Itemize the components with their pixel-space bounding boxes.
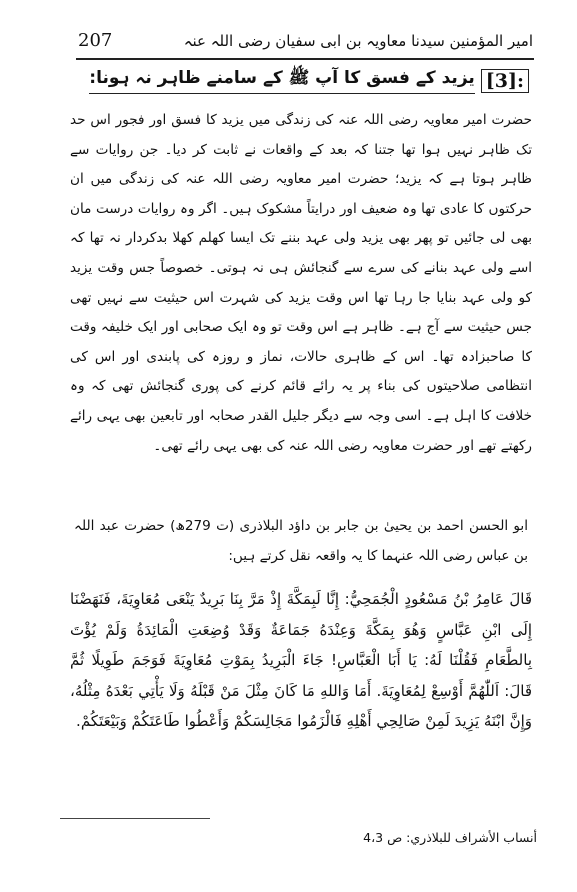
- footnote: أنساب الأشراف للبلاذري: ص 4،3: [363, 830, 537, 845]
- running-title: امیر المؤمنین سیدنا معاویہ بن ابی سفیان رضی اللہ عنہ: [183, 32, 533, 50]
- footnote-divider: [60, 818, 210, 819]
- header-divider: [76, 58, 534, 60]
- section-number: [3]:: [481, 69, 529, 93]
- arabic-quote: قَالَ عَامِرُ بْنُ مَسْعُودٍ الْجُمَحِيُّ: إِنَّا لَبِمَكَّةَ إِذْ مَرَّ بِنَا بَرِيدٌ يَنْعَى مُعَاوِيَةَ، فَنَهَضْنَا إِلَى ابْنِ عَبَّاسٍ وَهُوَ بِمَكَّةَ وَعِنْدَهُ جَمَاعَةٌ وَقَدْ وُضِعَتِ الْمَائِدَةُ وَلَمْ يُؤْتَ بِالطَّعَامِ فَقُلْنَا لَهُ: يَا أَبَا الْعَبَّاسِ! جَاءَ الْبَرِيدُ بِمَوْتِ مُعَاوِيَةَ فَوَجَمَ طَوِيلًا ثُمَّ قَالَ: اَللّٰهُمَّ أَوْسِعْ لِمُعَاوِيَةَ. أَمَا وَاللهِ مَا كَانَ مِثْلَ مَنْ قَبْلَهُ وَلَا يَأْتِي بَعْدَهُ مِثْلُهُ، وَإِنَّ ابْنَهُ يَزِيدَ لَمِنْ صَالِحِي أَهْلِهِ فَالْزَمُوا مَجَالِسَكُمْ وَأَعْطُوا طَاعَتَكُمْ وَبَيْعَتَكُمْ.: [70, 590, 532, 730]
- paragraph-narration: ابو الحسن احمد بن یحییٰ بن جابر بن داؤد البلاذری (ت 279ھ) حضرت عبد اللہ بن عباس رضی اللہ عنہما کا یہ واقعہ نقل کرتے ہیں:: [74, 518, 528, 564]
- paragraph-main: حضرت امیر معاویہ رضی اللہ عنہ کی زندگی میں یزید کا فسق اور فجور اس حد تک ظاہر نہیں ہوا تھا جتنا کہ بعد کے واقعات نے ثابت کر دیا۔ جن روایات سے ظاہر ہوتا ہے کہ یزید؛ حضرت امیر معاویہ رضی اللہ عنہ کی زندگی میں ان حرکتوں کا عادی تھا وہ ضعیف اور درایتاً مشکوک ہیں۔ اگر وہ روایات درست مان بھی لی جائیں تو پھر بھی یزید ولی عہد بننے تک ایسا کھلم کھلا بدکردار نہ تھا کہ اسے ولی عہد بنانے کی سرے سے گنجائش ہی نہ ہوتی۔ خصوصاً جس وقت یزید کو ولی عہد بنایا جا رہا تھا اس وقت یزید کی شہرت اس حیثیت سے نہیں تھی جس حیثیت سے آج ہے۔ ظاہر ہے اس وقت تو وہ ایک صحابی اور ایک خلیفہ وقت کا صاحبزادہ تھا۔ اس کے ظاہری حالات، نماز و روزہ کی پابندی اور اس کی انتظامی صلاحیتوں کی بناء پر یہ رائے قائم کرنے کی پوری گنجائش تھی کہ وہ خلافت کا اہل ہے۔ اسی وجہ سے دیگر جلیل القدر صحابہ اور تابعین بھی یہی رائے رکھتے تھے اور حضرت معاویہ رضی اللہ عنہ کی بھی یہی رائے تھی۔: [70, 112, 532, 454]
- narration-intro: [74, 512, 528, 571]
- section-title: یزید کے فسق کا آپ ﷺ کے سامنے ظاہر نہ ہونا:: [89, 67, 475, 94]
- page-header: [78, 30, 533, 56]
- main-paragraph: [70, 106, 532, 461]
- page-number: 207: [78, 30, 113, 51]
- arabic-quote-block: [70, 584, 532, 737]
- section-heading: [89, 67, 529, 94]
